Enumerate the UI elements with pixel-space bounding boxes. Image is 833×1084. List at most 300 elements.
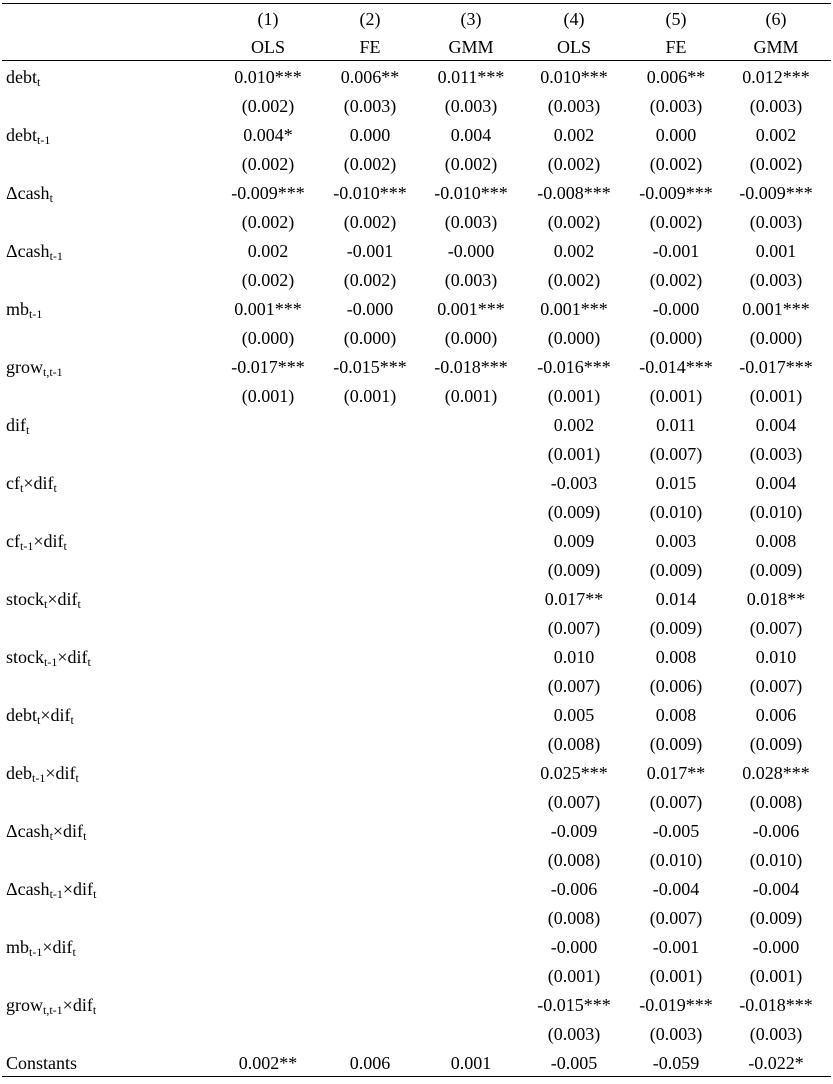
standard-error-value: (0.002) <box>343 212 397 232</box>
standard-error-value: (0.006) <box>649 676 703 696</box>
standard-error-value: (0.000) <box>749 328 803 348</box>
standard-error-value: (0.001) <box>444 386 498 406</box>
standard-error-value <box>419 788 523 817</box>
standard-error-value: (0.003) <box>749 212 803 232</box>
standard-error-value: (0.010) <box>749 850 803 870</box>
standard-error-row <box>2 846 831 875</box>
variable-name: deb <box>6 763 32 783</box>
standard-error-value: (0.007) <box>649 792 703 812</box>
interaction-term: ×dif <box>62 995 93 1015</box>
standard-error-value: (0.002) <box>649 212 703 232</box>
row-label <box>6 701 74 730</box>
standard-error-value <box>419 672 523 701</box>
coefficient-value: 0.004 <box>450 125 492 145</box>
coefficient-value: 0.010 <box>755 647 797 667</box>
coefficient-value: -0.006 <box>752 821 800 841</box>
variable-name: grow <box>6 995 43 1015</box>
coefficient-row <box>2 63 831 92</box>
standard-error-row <box>2 266 831 295</box>
coefficient-value <box>419 817 523 846</box>
row-label <box>6 353 63 382</box>
standard-error-value <box>216 904 320 933</box>
standard-error-value <box>216 962 320 991</box>
row-label <box>6 63 40 92</box>
coefficient-value: 0.017** <box>544 589 604 609</box>
standard-error-row <box>2 904 831 933</box>
standard-error-value <box>419 1020 523 1049</box>
variable-name: dif <box>6 415 26 435</box>
standard-error-value <box>419 498 523 527</box>
standard-error-value <box>216 1020 320 1049</box>
variable-name: debt <box>6 67 37 87</box>
coefficient-value: -0.000 <box>652 299 700 319</box>
standard-error-value: (0.000) <box>343 328 397 348</box>
header-row-methods <box>2 33 831 62</box>
coefficient-value: -0.000 <box>550 937 598 957</box>
standard-error-value: (0.008) <box>749 792 803 812</box>
standard-error-row <box>2 208 831 237</box>
standard-error-row <box>2 614 831 643</box>
standard-error-value <box>216 556 320 585</box>
interaction-subscript: t <box>75 771 79 785</box>
coefficient-value <box>419 643 523 672</box>
row-label <box>6 527 67 556</box>
standard-error-value: (0.007) <box>749 676 803 696</box>
standard-error-value: (0.009) <box>649 618 703 638</box>
coefficient-value <box>419 527 523 556</box>
standard-error-value: (0.008) <box>547 908 601 928</box>
standard-error-value <box>318 846 422 875</box>
standard-error-value: (0.010) <box>649 850 703 870</box>
standard-error-value: (0.003) <box>749 270 803 290</box>
coefficient-value <box>318 643 422 672</box>
standard-error-value <box>318 498 422 527</box>
variable-subscript: t-1 <box>37 133 51 147</box>
coefficient-row <box>2 759 831 788</box>
standard-error-value: (0.009) <box>749 908 803 928</box>
coefficient-value <box>216 991 320 1020</box>
standard-error-value: (0.000) <box>241 328 295 348</box>
standard-error-value: (0.001) <box>241 386 295 406</box>
coefficient-value: 0.010*** <box>540 67 608 87</box>
standard-error-value: (0.009) <box>649 560 703 580</box>
coefficient-value: 0.006 <box>755 705 797 725</box>
coefficient-row <box>2 643 831 672</box>
standard-error-value: (0.009) <box>749 734 803 754</box>
coefficient-value <box>216 411 320 440</box>
coefficient-value: -0.006 <box>550 879 598 899</box>
col-method: OLS <box>556 37 591 57</box>
standard-error-value: (0.002) <box>241 270 295 290</box>
standard-error-value: (0.002) <box>749 154 803 174</box>
variable-name: cf <box>6 531 20 551</box>
standard-error-row <box>2 324 831 353</box>
constant-value: 0.001 <box>450 1053 492 1073</box>
standard-error-value: (0.000) <box>444 328 498 348</box>
standard-error-value: (0.000) <box>649 328 703 348</box>
standard-error-value <box>318 614 422 643</box>
standard-error-value: (0.002) <box>241 212 295 232</box>
standard-error-value: (0.008) <box>547 850 601 870</box>
standard-error-value <box>318 788 422 817</box>
constants-row <box>2 1049 831 1078</box>
coefficient-value: -0.018*** <box>434 357 508 377</box>
coefficient-value: -0.005 <box>652 821 700 841</box>
standard-error-value: (0.003) <box>649 96 703 116</box>
interaction-term: ×dif <box>47 589 78 609</box>
coefficient-row <box>2 585 831 614</box>
coefficient-value: -0.000 <box>447 241 495 261</box>
coefficient-value: 0.010*** <box>234 67 302 87</box>
standard-error-row <box>2 730 831 759</box>
col-method: GMM <box>448 37 494 57</box>
coefficient-row <box>2 875 831 904</box>
row-label <box>6 991 96 1020</box>
coefficient-value: 0.010 <box>553 647 595 667</box>
col-number: (5) <box>665 9 687 29</box>
variable-subscript: t <box>26 423 30 437</box>
row-label <box>6 237 63 266</box>
standard-error-value: (0.002) <box>547 212 601 232</box>
standard-error-value: (0.003) <box>749 1024 803 1044</box>
coefficient-value: -0.015*** <box>537 995 611 1015</box>
coefficient-row <box>2 295 831 324</box>
variable-name: debt <box>6 125 37 145</box>
standard-error-value <box>216 730 320 759</box>
coefficient-value <box>216 817 320 846</box>
row-label <box>6 875 96 904</box>
coefficient-value <box>419 759 523 788</box>
coefficient-value: 0.028*** <box>742 763 810 783</box>
coefficient-value: -0.017*** <box>739 357 813 377</box>
coefficient-value <box>216 875 320 904</box>
coefficient-value: -0.019*** <box>639 995 713 1015</box>
coefficient-value: -0.001 <box>652 937 700 957</box>
interaction-subscript: t <box>77 597 81 611</box>
coefficient-value: 0.011 <box>656 415 696 435</box>
standard-error-row <box>2 556 831 585</box>
coefficient-value: -0.015*** <box>333 357 407 377</box>
coefficient-value <box>216 759 320 788</box>
coefficient-value: -0.009*** <box>739 183 813 203</box>
standard-error-row <box>2 382 831 411</box>
header-row-numbers <box>2 5 831 34</box>
standard-error-row <box>2 1020 831 1049</box>
coefficient-value <box>216 643 320 672</box>
interaction-term: ×dif <box>57 647 88 667</box>
variable-name: mb <box>6 299 30 319</box>
coefficient-value: -0.008*** <box>537 183 611 203</box>
standard-error-value: (0.009) <box>749 560 803 580</box>
standard-error-value <box>216 788 320 817</box>
coefficient-value: 0.001*** <box>437 299 505 319</box>
standard-error-value: (0.009) <box>547 560 601 580</box>
coefficient-value: 0.001*** <box>234 299 302 319</box>
coefficient-value: -0.004 <box>652 879 700 899</box>
row-label <box>6 759 79 788</box>
coefficient-value: 0.001*** <box>742 299 810 319</box>
interaction-subscript: t <box>63 539 67 553</box>
coefficient-row <box>2 353 831 382</box>
coefficient-value: -0.014*** <box>639 357 713 377</box>
coefficient-value <box>419 991 523 1020</box>
standard-error-value <box>216 614 320 643</box>
variable-subscript: t <box>49 191 53 205</box>
variable-name: cf <box>6 473 20 493</box>
variable-name: Δcash <box>6 183 50 203</box>
standard-error-value: (0.002) <box>343 270 397 290</box>
variable-name: Δcash <box>6 879 50 899</box>
row-label <box>6 585 81 614</box>
interaction-subscript: t <box>72 945 76 959</box>
coefficient-value: -0.009*** <box>231 183 305 203</box>
variable-subscript: t <box>49 829 53 843</box>
row-label: Constants <box>6 1053 78 1073</box>
variable-subscript: t-1 <box>29 945 43 959</box>
standard-error-value: (0.001) <box>649 966 703 986</box>
coefficient-row <box>2 991 831 1020</box>
coefficient-value: 0.005 <box>553 705 595 725</box>
coefficient-row <box>2 179 831 208</box>
variable-name: stock <box>6 647 44 667</box>
interaction-term: ×dif <box>42 937 73 957</box>
variable-subscript: t,t-1 <box>43 365 63 379</box>
standard-error-value <box>216 440 320 469</box>
coefficient-value <box>318 527 422 556</box>
variable-subscript: t <box>19 481 24 495</box>
interaction-subscript: t <box>83 829 87 843</box>
row-label <box>6 469 57 498</box>
standard-error-value: (0.001) <box>547 386 601 406</box>
coefficient-value: 0.018** <box>746 589 806 609</box>
standard-error-value: (0.003) <box>444 270 498 290</box>
coefficient-value <box>318 817 422 846</box>
coefficient-value <box>419 933 523 962</box>
standard-error-row <box>2 440 831 469</box>
standard-error-value <box>318 556 422 585</box>
standard-error-value: (0.002) <box>547 270 601 290</box>
standard-error-value: (0.007) <box>649 444 703 464</box>
standard-error-row <box>2 92 831 121</box>
standard-error-value: (0.003) <box>547 96 601 116</box>
standard-error-value <box>419 556 523 585</box>
standard-error-value: (0.001) <box>749 386 803 406</box>
variable-subscript: t-1 <box>32 771 46 785</box>
constant-value: -0.005 <box>550 1053 598 1073</box>
coefficient-value <box>419 469 523 498</box>
standard-error-value <box>318 904 422 933</box>
row-label <box>6 643 91 672</box>
row-label <box>6 121 50 150</box>
standard-error-value: (0.003) <box>444 212 498 232</box>
coefficient-value: 0.008 <box>655 705 697 725</box>
variable-subscript: t-1 <box>29 307 43 321</box>
interaction-term: ×dif <box>33 531 64 551</box>
coefficient-value: 0.003 <box>655 531 697 551</box>
col-method: GMM <box>753 37 799 57</box>
col-number: (4) <box>563 9 585 29</box>
interaction-term: ×dif <box>23 473 54 493</box>
coefficient-value: 0.002 <box>755 125 797 145</box>
standard-error-value: (0.007) <box>649 908 703 928</box>
standard-error-value: (0.002) <box>444 154 498 174</box>
interaction-subscript: t <box>93 887 97 901</box>
coefficient-value: 0.006** <box>646 67 706 87</box>
standard-error-row <box>2 498 831 527</box>
coefficient-value: 0.002 <box>553 125 595 145</box>
coefficient-value <box>216 585 320 614</box>
coefficient-value: -0.001 <box>652 241 700 261</box>
constant-value: -0.022* <box>748 1053 804 1073</box>
standard-error-value <box>419 614 523 643</box>
standard-error-value <box>216 498 320 527</box>
coefficient-value <box>318 411 422 440</box>
standard-error-value: (0.002) <box>241 96 295 116</box>
standard-error-value <box>419 440 523 469</box>
coefficient-value <box>419 875 523 904</box>
standard-error-value: (0.002) <box>649 270 703 290</box>
coefficient-value: 0.001 <box>755 241 797 261</box>
standard-error-value <box>318 730 422 759</box>
interaction-term: ×dif <box>62 879 94 899</box>
interaction-subscript: t <box>92 1003 97 1017</box>
coefficient-row <box>2 121 831 150</box>
coefficient-value: -0.009*** <box>639 183 713 203</box>
coefficient-row <box>2 469 831 498</box>
standard-error-value: (0.002) <box>649 154 703 174</box>
coefficient-value <box>216 933 320 962</box>
coefficient-value: -0.003 <box>550 473 598 493</box>
coefficient-value: 0.002 <box>553 415 595 435</box>
coefficient-value: 0.008 <box>655 647 697 667</box>
coefficient-value: 0.001*** <box>540 299 608 319</box>
coefficient-value <box>318 469 422 498</box>
coefficient-value: 0.000 <box>349 125 391 145</box>
coefficient-value: 0.008 <box>755 531 797 551</box>
coefficient-value: -0.010*** <box>434 183 508 203</box>
coefficient-value: 0.011*** <box>437 67 505 87</box>
coefficient-value: 0.004 <box>755 473 797 493</box>
standard-error-value: (0.003) <box>749 96 803 116</box>
standard-error-value: (0.003) <box>547 1024 601 1044</box>
standard-error-row <box>2 962 831 991</box>
standard-error-value: (0.001) <box>547 966 601 986</box>
standard-error-value: (0.010) <box>649 502 703 522</box>
coefficient-value: 0.000 <box>655 125 697 145</box>
coefficient-value: -0.016*** <box>537 357 611 377</box>
standard-error-value: (0.003) <box>749 444 803 464</box>
row-label <box>6 179 53 208</box>
variable-subscript: t <box>44 597 48 611</box>
coefficient-value <box>318 759 422 788</box>
variable-subscript: t,t-1 <box>43 1003 63 1017</box>
standard-error-value <box>318 440 422 469</box>
standard-error-value <box>318 1020 422 1049</box>
standard-error-value: (0.009) <box>649 734 703 754</box>
interaction-term: ×dif <box>40 705 71 725</box>
constant-value: 0.006 <box>349 1053 391 1073</box>
coefficient-value: 0.002 <box>247 241 289 261</box>
variable-subscript: t-1 <box>49 249 63 263</box>
coefficient-value: -0.010*** <box>333 183 407 203</box>
coefficient-value: 0.017** <box>646 763 706 783</box>
variable-name: grow <box>6 357 43 377</box>
standard-error-value: (0.002) <box>547 154 601 174</box>
row-label <box>6 933 76 962</box>
coefficient-value: 0.009 <box>553 531 595 551</box>
row-label <box>6 295 42 324</box>
coefficient-value: 0.025*** <box>540 763 608 783</box>
standard-error-value <box>419 846 523 875</box>
col-method: FE <box>359 37 381 57</box>
coefficient-value: -0.000 <box>752 937 800 957</box>
standard-error-value: (0.002) <box>241 154 295 174</box>
standard-error-value <box>419 730 523 759</box>
coefficient-value <box>318 585 422 614</box>
coefficient-row <box>2 411 831 440</box>
standard-error-value: (0.003) <box>343 96 397 116</box>
coefficient-value <box>419 701 523 730</box>
coefficient-value <box>419 585 523 614</box>
standard-error-value: (0.000) <box>547 328 601 348</box>
col-number: (1) <box>257 9 279 29</box>
coefficient-value <box>216 701 320 730</box>
constant-value: 0.002** <box>238 1053 298 1073</box>
variable-subscript: t-1 <box>49 887 63 901</box>
coefficient-value <box>318 701 422 730</box>
variable-name: debt <box>6 705 37 725</box>
coefficient-value: -0.004 <box>752 879 800 899</box>
coefficient-value: 0.014 <box>655 589 697 609</box>
standard-error-row <box>2 672 831 701</box>
standard-error-value: (0.007) <box>749 618 803 638</box>
coefficient-value: 0.015 <box>655 473 697 493</box>
standard-error-value: (0.003) <box>444 96 498 116</box>
standard-error-value: (0.001) <box>649 386 703 406</box>
coefficient-value <box>216 469 320 498</box>
interaction-subscript: t <box>53 481 57 495</box>
variable-subscript: t <box>37 713 41 727</box>
standard-error-value: (0.001) <box>749 966 803 986</box>
coefficient-row <box>2 701 831 730</box>
interaction-term: ×dif <box>45 763 76 783</box>
standard-error-value: (0.010) <box>749 502 803 522</box>
variable-name: Δcash <box>6 241 50 261</box>
coefficient-row <box>2 933 831 962</box>
standard-error-value: (0.009) <box>547 502 601 522</box>
variable-name: mb <box>6 937 30 957</box>
col-method: OLS <box>250 37 285 57</box>
standard-error-value <box>419 962 523 991</box>
variable-name: stock <box>6 589 44 609</box>
standard-error-row <box>2 150 831 179</box>
interaction-subscript: t <box>70 713 74 727</box>
coefficient-value: -0.018*** <box>739 995 813 1015</box>
variable-subscript: t-1 <box>19 539 34 553</box>
top-rule <box>2 3 831 4</box>
coefficient-value <box>318 875 422 904</box>
coefficient-value <box>318 991 422 1020</box>
variable-name: Δcash <box>6 821 50 841</box>
standard-error-value: (0.008) <box>547 734 601 754</box>
row-label <box>6 411 29 440</box>
standard-error-value <box>216 846 320 875</box>
coefficient-value: 0.004* <box>243 125 293 145</box>
coefficient-value: 0.004 <box>755 415 797 435</box>
coefficient-row <box>2 527 831 556</box>
standard-error-value <box>318 962 422 991</box>
coefficient-value: 0.012*** <box>742 67 810 87</box>
